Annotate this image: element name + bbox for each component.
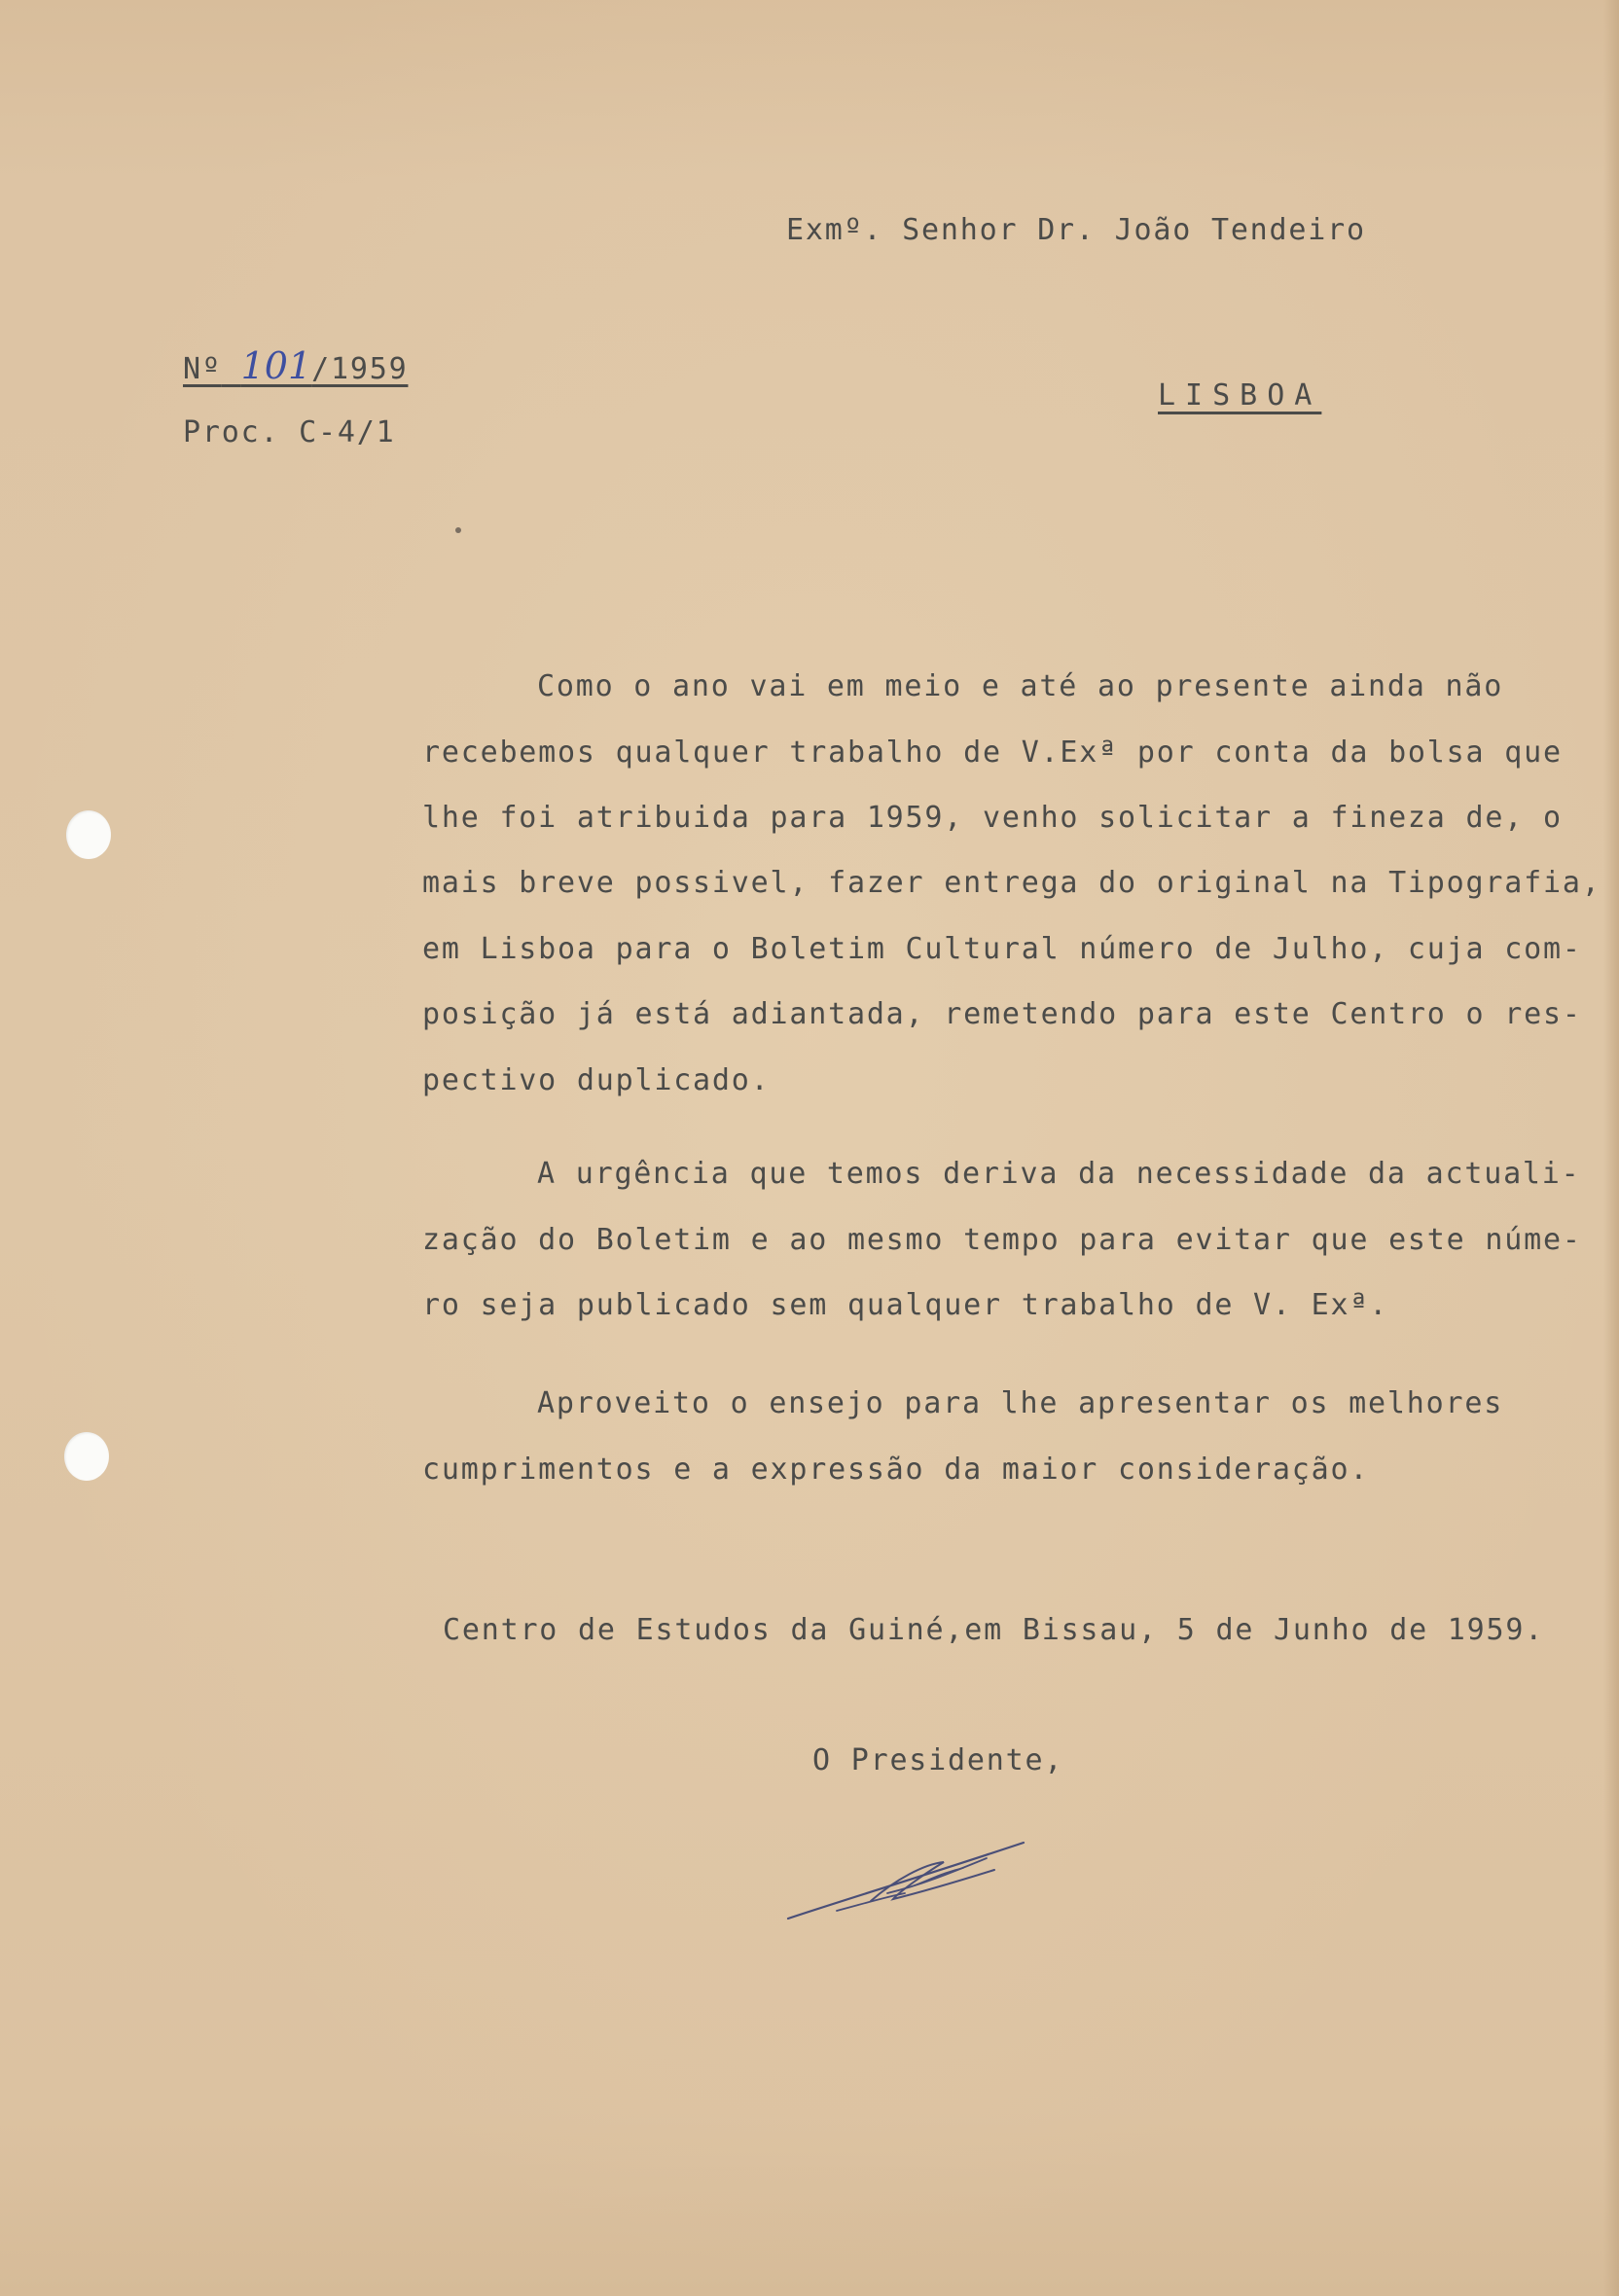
reference-year: /1959 xyxy=(311,352,409,386)
process-reference: Proc. C-4/1 xyxy=(183,415,396,449)
body-line: em Lisboa para o Boletim Cultural número de Julho, cuja com- xyxy=(422,932,1582,966)
body-line: pectivo duplicado. xyxy=(422,1063,771,1097)
body-line: mais breve possivel, fazer entrega do original na Tipografia, xyxy=(422,866,1601,900)
reference-number xyxy=(183,344,409,387)
body-line: posição já está adiantada, remetendo para este Centro o res- xyxy=(422,997,1582,1031)
handwritten-signature xyxy=(778,1829,1041,1936)
punch-hole-lower xyxy=(64,1432,109,1481)
place-and-date: Centro de Estudos da Guiné,em Bissau, 5 de Junho de 1959. xyxy=(443,1613,1545,1647)
paper-edge-shadow xyxy=(1603,0,1619,2296)
body-line: A urgência que temos deriva da necessidade da actuali- xyxy=(537,1157,1581,1191)
reference-prefix: Nº xyxy=(183,352,222,386)
closing-title: O Presidente, xyxy=(812,1743,1064,1777)
body-line: zação do Boletim e ao mesmo tempo para evitar que este núme- xyxy=(422,1223,1582,1257)
addressee-line: Exmº. Senhor Dr. João Tendeiro xyxy=(786,213,1366,247)
addressee-city: LISBOA xyxy=(1158,378,1322,413)
punch-hole-upper xyxy=(66,810,111,859)
body-line: lhe foi atribuida para 1959, venho solicitar a fineza de, o xyxy=(422,801,1563,835)
body-line: recebemos qualquer trabalho de V.Exª por conta da bolsa que xyxy=(422,735,1563,770)
body-line: cumprimentos e a expressão da maior consideração. xyxy=(422,1453,1370,1487)
body-line: Aproveito o ensejo para lhe apresentar os melhores xyxy=(537,1386,1504,1420)
body-line: ro seja publicado sem qualquer trabalho de V. Exª. xyxy=(422,1288,1389,1322)
ink-speck xyxy=(455,527,461,533)
handwritten-reference-number: 101 xyxy=(240,344,312,387)
body-line: Como o ano vai em meio e até ao presente ainda não xyxy=(537,669,1504,703)
